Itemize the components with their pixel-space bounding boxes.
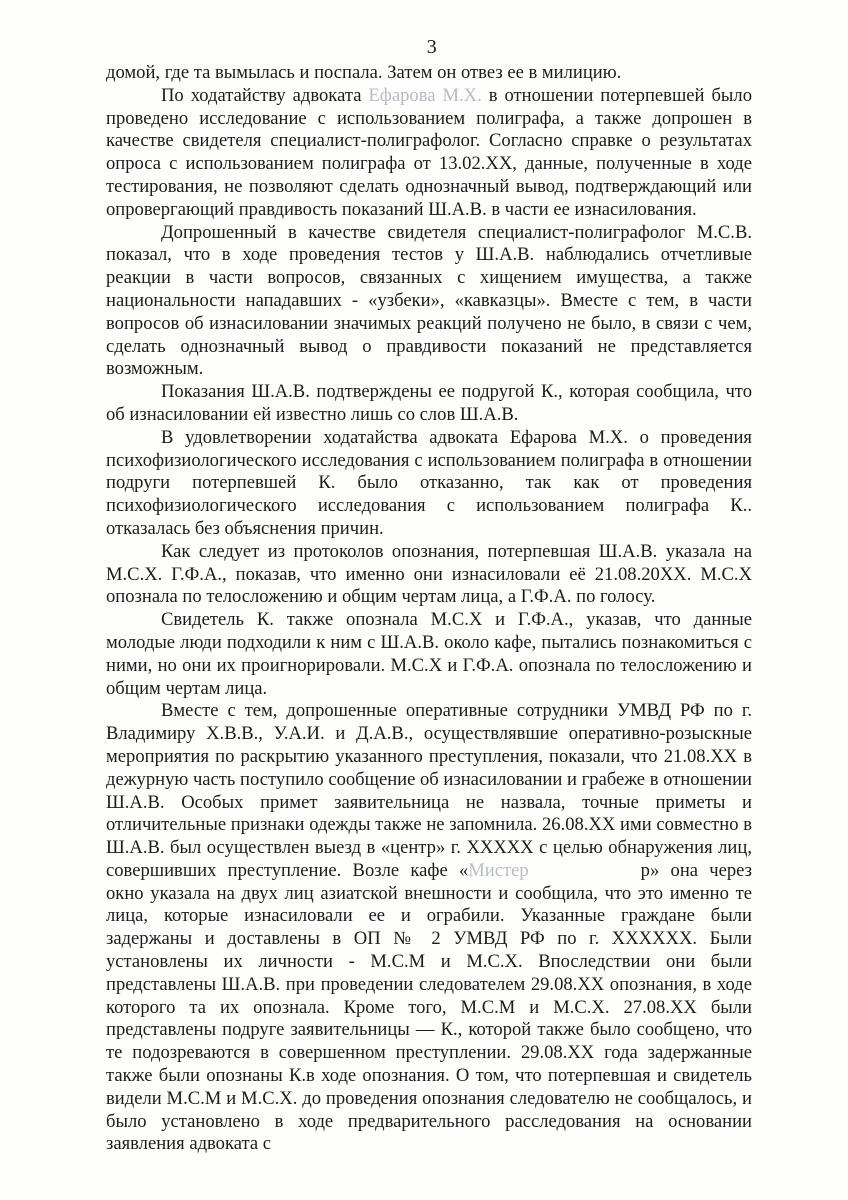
redacted-faded-name: Ефарова М.Х. xyxy=(368,84,482,106)
text-segment: Свидетель К. также опознала М.С.Х и Г.Ф.А., указав, что данные молодые люди подходили к ним с Ш.А.В. около кафе, пытались познакомиться с ними, но они их проигнорировали. М.С.Х и Г.Ф.А. опознала по телосложению и общим чертам лица. xyxy=(106,609,752,699)
document-body xyxy=(106,62,752,1156)
paragraph xyxy=(106,222,752,382)
text-segment: в отношении потерпевшей было проведено исследование с использованием полиграфа, а также допрошен в качестве свидетеля специалист-полиграфолог. Согласно справке о результатах опроса с использованием полиграфа от 13.02.ХХ, данные, полученные в ходе тестирования, не позволяют сделать однозначный вывод, подтверждающий или опровергающий правдивость показаний Ш.А.В. в части ее изнасилования. xyxy=(106,84,752,220)
text-segment: Допрошенный в качестве свидетеля специалист-полиграфолог М.С.В. показал, что в ходе проведения тестов у Ш.А.В. наблюдались отчетливые реакции в части вопросов, связанных с хищением имущества, а также национальности нападавших - «узбеки», «кавказцы». Вместе с тем, в части вопросов об изнасиловании значимых реакций получено не было, в связи с чем, сделать однозначный вывод о правдивости показаний не представляется возможным. xyxy=(106,221,752,380)
text-segment: В удовлетворении ходатайства адвоката Ефарова М.Х. о проведения психофизиологического исследования с использованием полиграфа в отношении подруги потерпевшей К. было отказанно, так как от проведения психофизиологического исследования с использованием полиграфа К.. отказалась без объяснения причин. xyxy=(106,426,752,539)
paragraph xyxy=(106,541,752,609)
text-segment: Как следует из протоколов опознания, потерпевшая Ш.А.В. указала на М.С.Х. Г.Ф.А., показав, что именно они изнасиловали её 21.08.20ХХ. М.С.Х опознала по телосложению и общим чертам лица, а Г.Ф.А. по голосу. xyxy=(106,540,752,608)
paragraph xyxy=(106,609,752,700)
text-segment: Вместе с тем, допрошенные оперативные сотрудники УМВД РФ по г. Владимиру Х.В.В., У.А.И. и Д.А.В., осуществлявшие оперативно-розыскные мероприятия по раскрытию указанного преступления, показали, что 21.08.ХХ в дежурную часть поступило сообщение об изнасиловании и грабеже в отношении Ш.А.В. Особых примет заявительница не назвала, точные приметы и отличительные признаки одежды также не запомнила. 26.08.ХХ ими совместно в Ш.А.В. был осуществлен выезд в «центр» г. ХХХХХ с целью обнаружения лиц, совершивших преступление. Возле кафе « xyxy=(106,700,752,881)
text-segment: домой, где та вымылась и поспала. Затем он отвез ее в милицию. xyxy=(106,62,622,83)
paragraph xyxy=(106,427,752,541)
paragraph xyxy=(106,700,752,1156)
text-segment: р» она через окно указала на двух лиц азиатской внешности и сообщила, что это именно те лица, которые изнасиловали ее и ограбили. Указанные граждане были задержаны и доставлены в ОП № 2 УМВД РФ по г. ХХХХХХ. Были установлены их личности - М.С.М и М.С.Х. Впоследствии они были представлены Ш.А.В. при проведении следователем 29.08.ХХ опознания, в ходе которого та их опознала. Кроме того, М.С.М и М.С.Х. 27.08.ХХ были представлены подруге заявительницы — К., которой также было сообщено, что те подозреваются в совершенном преступлении. 29.08.ХХ года задержанные также были опознаны К.в ходе опознания. О том, что потерпевшая и свидетель видели М.С.М и М.С.Х. до проведения опознания следователю не сообщалось, и было установлено в ходе предварительного расследования на основании заявления адвоката с xyxy=(106,859,752,1155)
redacted-gap xyxy=(529,875,641,876)
paragraph xyxy=(106,381,752,427)
text-segment: По ходатайству адвоката xyxy=(161,84,369,106)
page-number: 3 xyxy=(426,36,438,58)
paragraph xyxy=(106,85,752,222)
redacted-faded-name: Мистер xyxy=(468,859,529,881)
text-segment: Показания Ш.А.В. подтверждены ее подругой К., которая сообщила, что об изнасиловании ей известно лишь со слов Ш.А.В. xyxy=(106,381,752,425)
paragraph xyxy=(106,62,752,85)
